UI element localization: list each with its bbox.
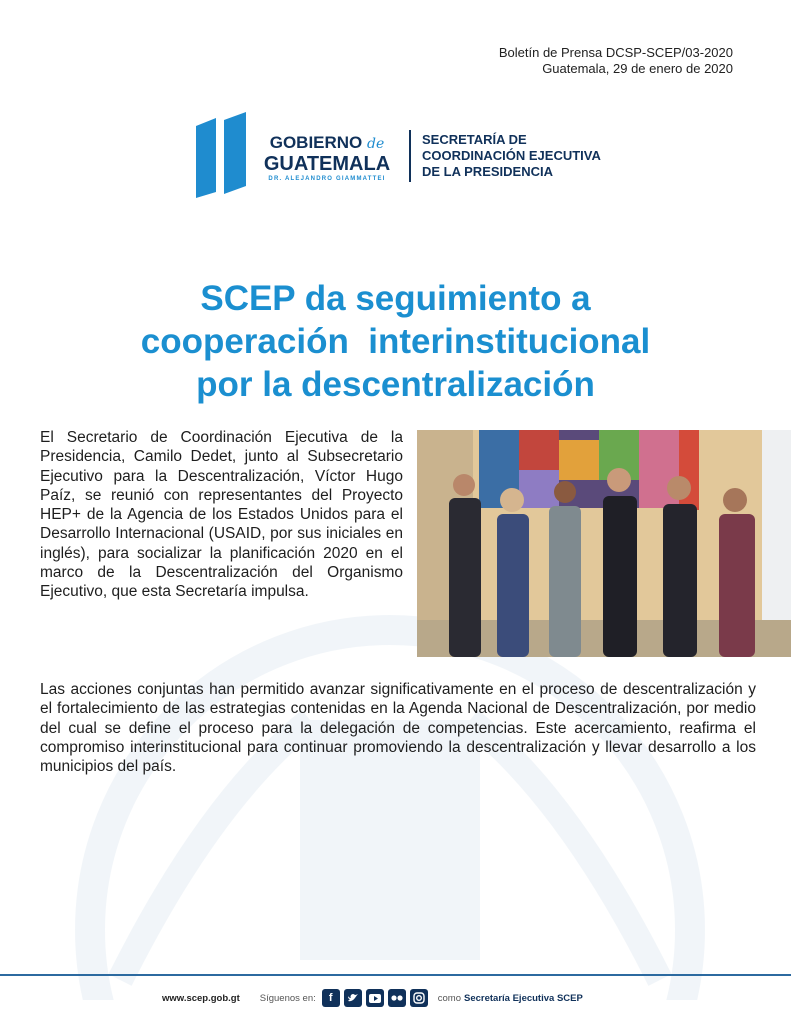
person-3 [549, 481, 581, 657]
follow-label: Síguenos en: [259, 992, 316, 1004]
footer [162, 988, 583, 1008]
guatemala-word: GUATEMALA [263, 153, 391, 175]
logo-bars-icon [196, 112, 248, 198]
website-link[interactable]: www.scep.gob.gt [162, 992, 240, 1004]
secretaria-name [422, 132, 601, 180]
gobierno-wordmark [258, 134, 396, 182]
government-logo [196, 112, 636, 198]
instagram-icon[interactable] [410, 989, 428, 1007]
headline-line-3: por la descentralización [196, 365, 595, 404]
headline-line-2: cooperación interinstitucional [140, 322, 651, 361]
headline [40, 277, 751, 406]
emblem-watermark [60, 600, 720, 1000]
youtube-icon[interactable] [366, 989, 384, 1007]
secretaria-line-1: SECRETARÍA DE [422, 132, 527, 147]
facebook-icon[interactable]: f [322, 989, 340, 1007]
president-name: DR. ALEJANDRO GIAMMATTEI [268, 176, 386, 182]
body-paragraph-2: Las acciones conjuntas han permitido avanzar significativamente en el proceso de descentralización y el fortalecimiento de las estrategias contenidas en la Agenda Nacional de Descentralización, por medio del cual se define el proceso para la delegación de competencias. Este acercamiento, reafirma el compromiso interinstitucional para continuar promoviendo la descentralización y llevar desarrollo a los municipios del país. [40, 681, 756, 776]
secretaria-line-3: DE LA PRESIDENCIA [422, 164, 553, 179]
bulletin-header [499, 45, 733, 77]
bulletin-reference: Boletín de Prensa DCSP-SCEP/03-2020 [498, 45, 733, 60]
headline-line-1: SCEP da seguimiento a [200, 279, 591, 318]
footer-divider [0, 974, 791, 976]
gobierno-word: GOBIERNO [269, 133, 363, 152]
body-paragraph-1: El Secretario de Coordinación Ejecutiva de la Presidencia, Camilo Dedet, junto al Subsecretario Ejecutivo para la Descentralización, Víctor Hugo Paíz, se reunió con representantes del Proyecto HEP+ de la Agencia de los Estados Unidos para el Desarrollo Internacional (USAID, por sus iniciales en inglés), para socializar la planificación 2020 en el marco de la Descentralización del Organismo Ejecutivo, que esta Secretaría impulsa. [40, 429, 403, 601]
social-handle: Secretaría Ejecutiva SCEP [464, 992, 583, 1004]
flickr-icon[interactable] [388, 989, 406, 1007]
group-photo [417, 430, 791, 657]
de-word: de [367, 136, 385, 152]
person-1 [449, 474, 481, 657]
twitter-icon[interactable] [344, 989, 362, 1007]
logo-divider [409, 130, 411, 182]
como-label: como [437, 992, 461, 1004]
bulletin-place-date: Guatemala, 29 de enero de 2020 [542, 61, 733, 76]
secretaria-line-2: COORDINACIÓN EJECUTIVA [422, 148, 601, 163]
person-4 [603, 468, 637, 657]
